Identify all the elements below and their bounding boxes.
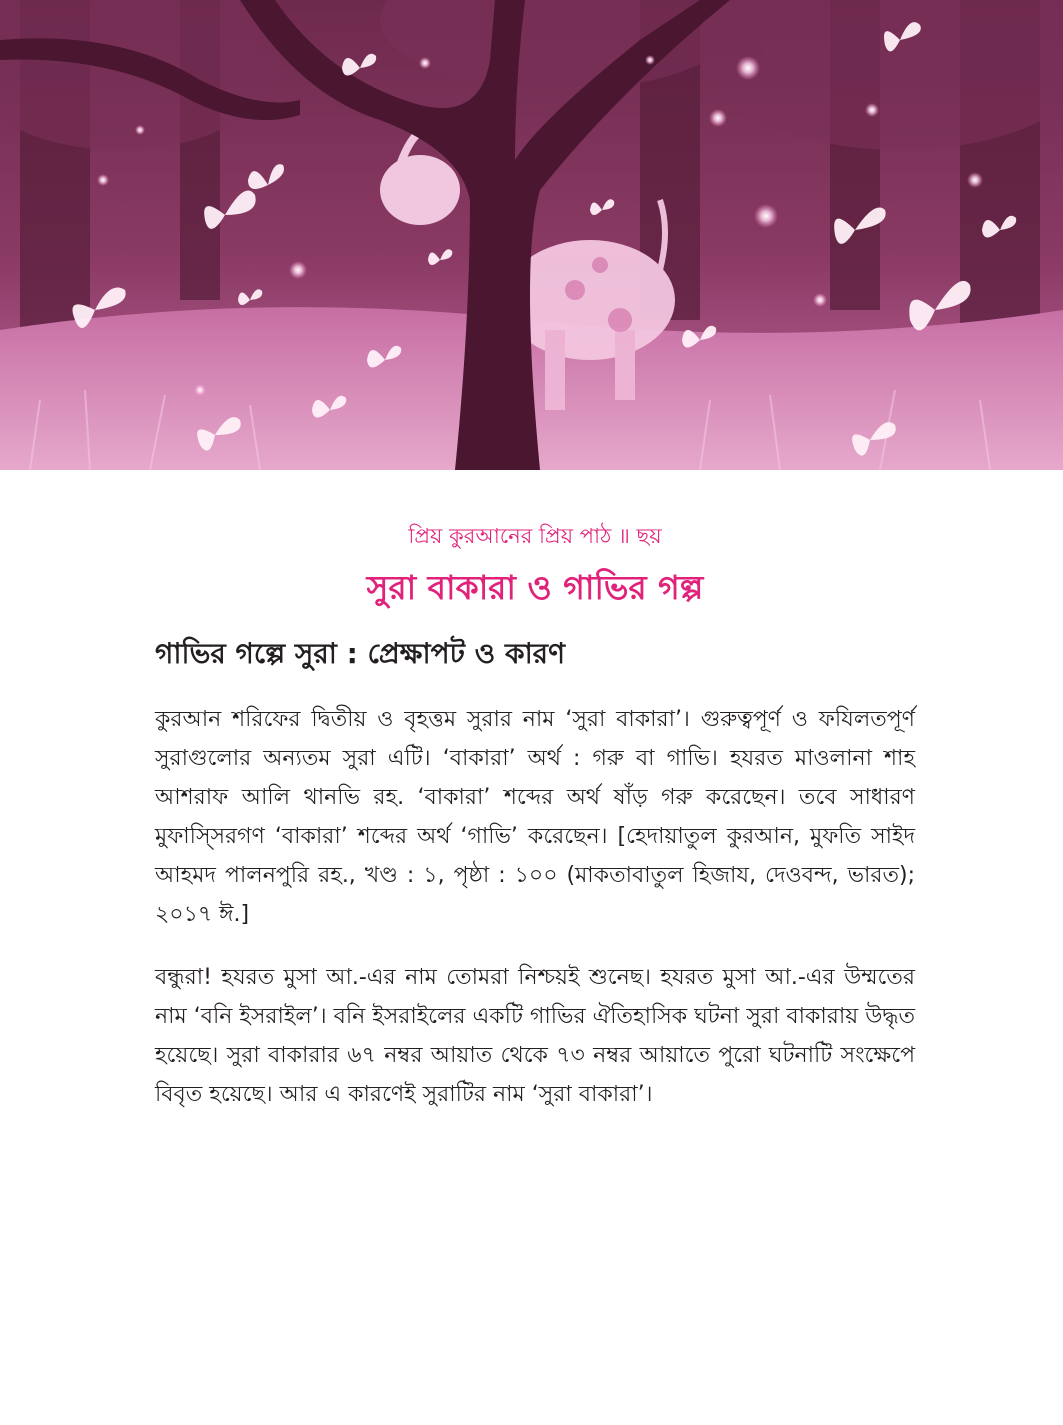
series-line: প্রিয় কুরআনের প্রিয় পাঠ ॥ ছয়	[408, 524, 662, 548]
page-title: সুরা বাকারা ও গাভির গল্প	[366, 568, 704, 607]
article-content	[155, 520, 915, 1114]
section-heading: গাভির গল্পে সুরা : প্রেক্ষাপট ও কারণ	[155, 637, 566, 670]
cow-tree-butterflies-illustration	[0, 0, 1063, 470]
hero-illustration	[0, 0, 1063, 470]
paragraph-1: কুরআন শরিফের দ্বিতীয় ও বৃহত্তম সুরার নাম ‘সুরা বাকারা’। গুরুত্বপূর্ণ ও ফযিলতপূর্ণ সুরাগুলোর অন্যতম সুরা এটি। ‘বাকারা’ অর্থ : গরু বা গাভি। হযরত মাওলানা শাহ আশরাফ আলি থানভি রহ. ‘বাকারা’ শব্দের অর্থ ষাঁড় গরু করেছেন। তবে সাধারণ মুফাস্সিরগণ ‘বাকারা’ শব্দের অর্থ ‘গাভি’ করেছেন। [হেদায়াতুল কুরআন, মুফতি সাইদ আহমদ পালনপুরি রহ., খণ্ড : ১, পৃষ্ঠা : ১০০ (মাকতাবাতুল হিজায, দেওবন্দ, ভারত); ২০১৭ ঈ.]	[155, 707, 915, 927]
paragraph-2: বন্ধুরা! হযরত মুসা আ.-এর নাম তোমরা নিশ্চয়ই শুনেছ। হযরত মুসা আ.-এর উম্মতের নাম ‘বনি ইসরাইল’। বনি ইসরাইলের একটি গাভির ঐতিহাসিক ঘটনা সুরা বাকারায় উদ্ধৃত হয়েছে। সুরা বাকারার ৬৭ নম্বর আয়াত থেকে ৭৩ নম্বর আয়াতে পুরো ঘটনাটি সংক্ষেপে বিবৃত হয়েছে। আর এ কারণেই সুরাটির নাম ‘সুরা বাকারা’।	[155, 965, 915, 1107]
